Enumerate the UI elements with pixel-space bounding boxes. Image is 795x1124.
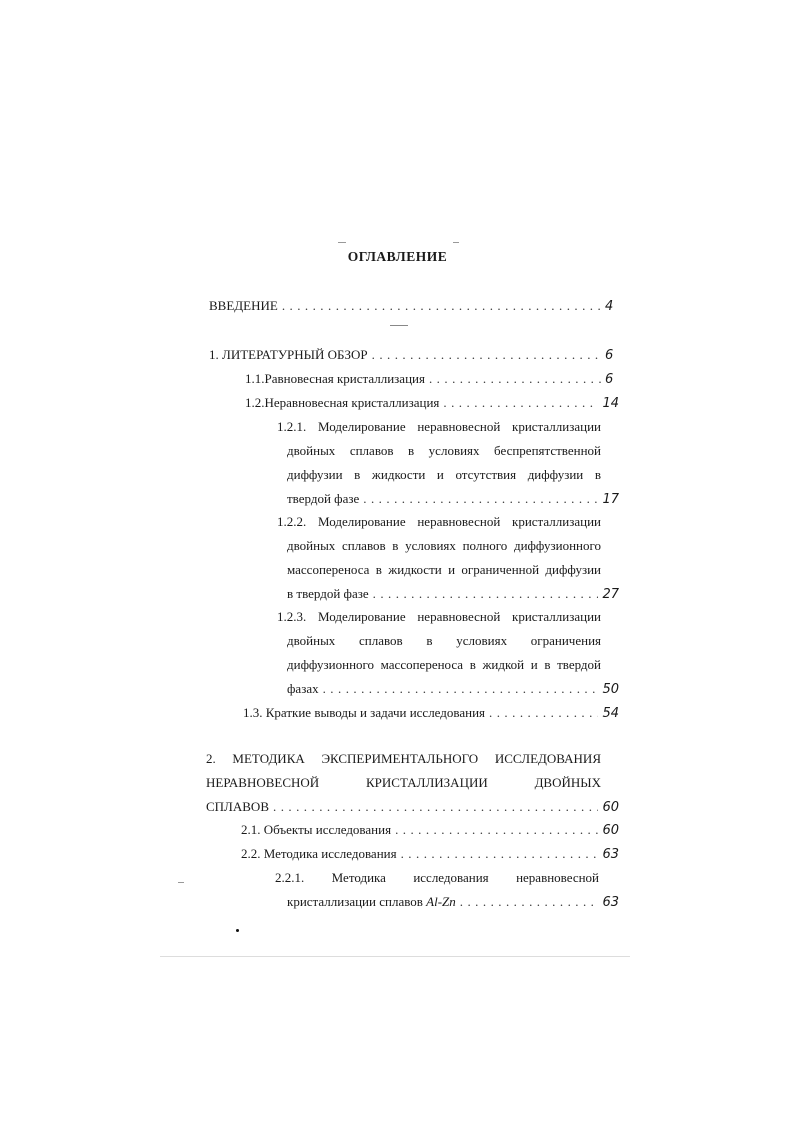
toc-entry-line: диффузионного массопереноса в жидкой и в твердой [287,657,601,672]
scan-speck [390,325,408,326]
toc-entry-text-plain: кристаллизации сплавов [287,894,423,909]
toc-entry-1-2 [245,395,619,412]
toc-page-number: 63 [602,847,619,862]
toc-entry-1-1 [245,371,619,388]
toc-entry-line: диффузии в жидкости и отсутствия диффузии в [287,467,601,482]
toc-entry-last-line [287,894,619,918]
toc-entry-1-2-1 [277,419,619,515]
toc-page-number: 17 [602,492,619,507]
scan-speck [338,242,346,243]
dot-leader [273,799,598,815]
toc-page-number: 4 [605,299,614,314]
dot-leader [282,298,601,314]
toc-entry-line: двойных сплавов в условиях полного диффузионного [287,538,601,553]
toc-entry-line: 2.2.1. Методика исследования неравновесной [275,870,599,885]
dot-leader [395,822,598,838]
alloy-formula: Al-Zn [426,894,456,909]
dot-leader [401,846,599,862]
toc-entry-intro [209,298,619,315]
toc-page-number: 6 [605,348,614,363]
toc-entry-text: 2.2. Методика исследования [241,846,397,861]
toc-page-number: 50 [602,682,619,697]
toc-entry-last-line [206,799,619,823]
scan-speck [178,882,184,883]
scan-edge-line [160,956,630,957]
toc-entry-2-2-1 [275,870,619,918]
toc-page-number: 14 [602,396,619,411]
dot-leader [429,371,601,387]
toc-page-number: 6 [605,372,614,387]
toc-page-number: 54 [602,706,619,721]
toc-entry-last-line [287,586,619,610]
toc-entry-chapter-1 [209,347,619,364]
toc-entry-1-2-2 [277,514,619,610]
toc-entry-text: 1.2.Неравновесная кристаллизация [245,395,440,410]
toc-entry-text [287,894,456,910]
toc-page-number: 60 [602,800,619,815]
toc-entry-2-1 [241,822,619,839]
toc-entry-text: СПЛАВОВ [206,799,269,814]
dot-leader [443,395,598,411]
toc-entry-text: ВВЕДЕНИЕ [209,298,278,313]
toc-entry-text: 2.1. Объекты исследования [241,822,392,837]
scan-speck [236,929,239,932]
dot-leader [372,347,601,363]
toc-entry-line: 1.2.1. Моделирование неравновесной кристаллизации [277,419,601,434]
toc-entry-text: 1.1.Равновесная кристаллизация [245,371,425,386]
toc-entry-text: фазах [287,681,319,696]
toc-page-number: 60 [602,823,619,838]
page-title: ОГЛАВЛЕНИЕ [347,249,448,264]
toc-entry-line: 2. МЕТОДИКА ЭКСПЕРИМЕНТАЛЬНОГО ИССЛЕДОВАНИЯ [206,751,601,766]
toc-entry-line: 1.2.3. Моделирование неравновесной кристаллизации [277,609,601,624]
toc-entry-text: 1.3. Краткие выводы и задачи исследования [243,705,486,720]
toc-entry-line: массопереноса в жидкости и ограниченной диффузии [287,562,601,577]
scan-speck [453,242,459,243]
toc-entry-last-line [287,491,619,515]
toc-entry-1-3 [243,705,619,722]
toc-entry-text: 1. ЛИТЕРАТУРНЫЙ ОБЗОР [209,347,368,362]
dot-leader [373,586,599,602]
toc-page-number: 63 [602,895,619,910]
toc-entry-1-2-3 [277,609,619,705]
toc-entry-line: НЕРАВНОВЕСНОЙ КРИСТАЛЛИЗАЦИИ ДВОЙНЫХ [206,775,601,790]
dot-leader [323,681,599,697]
toc-page-number: 27 [602,587,619,602]
toc-entry-last-line [287,681,619,705]
toc-entry-text: в твердой фазе [287,586,369,601]
toc-entry-text: твердой фазе [287,491,360,506]
toc-entry-line: двойных сплавов в условиях беспрепятственной [287,443,601,458]
toc-entry-2-2 [241,846,619,863]
toc-entry-chapter-2 [206,751,619,823]
toc-entry-line: двойных сплавов в условиях ограничения [287,633,601,648]
dot-leader [489,705,598,721]
dot-leader [460,894,599,910]
toc-entry-line: 1.2.2. Моделирование неравновесной кристаллизации [277,514,601,529]
dot-leader [363,491,598,507]
